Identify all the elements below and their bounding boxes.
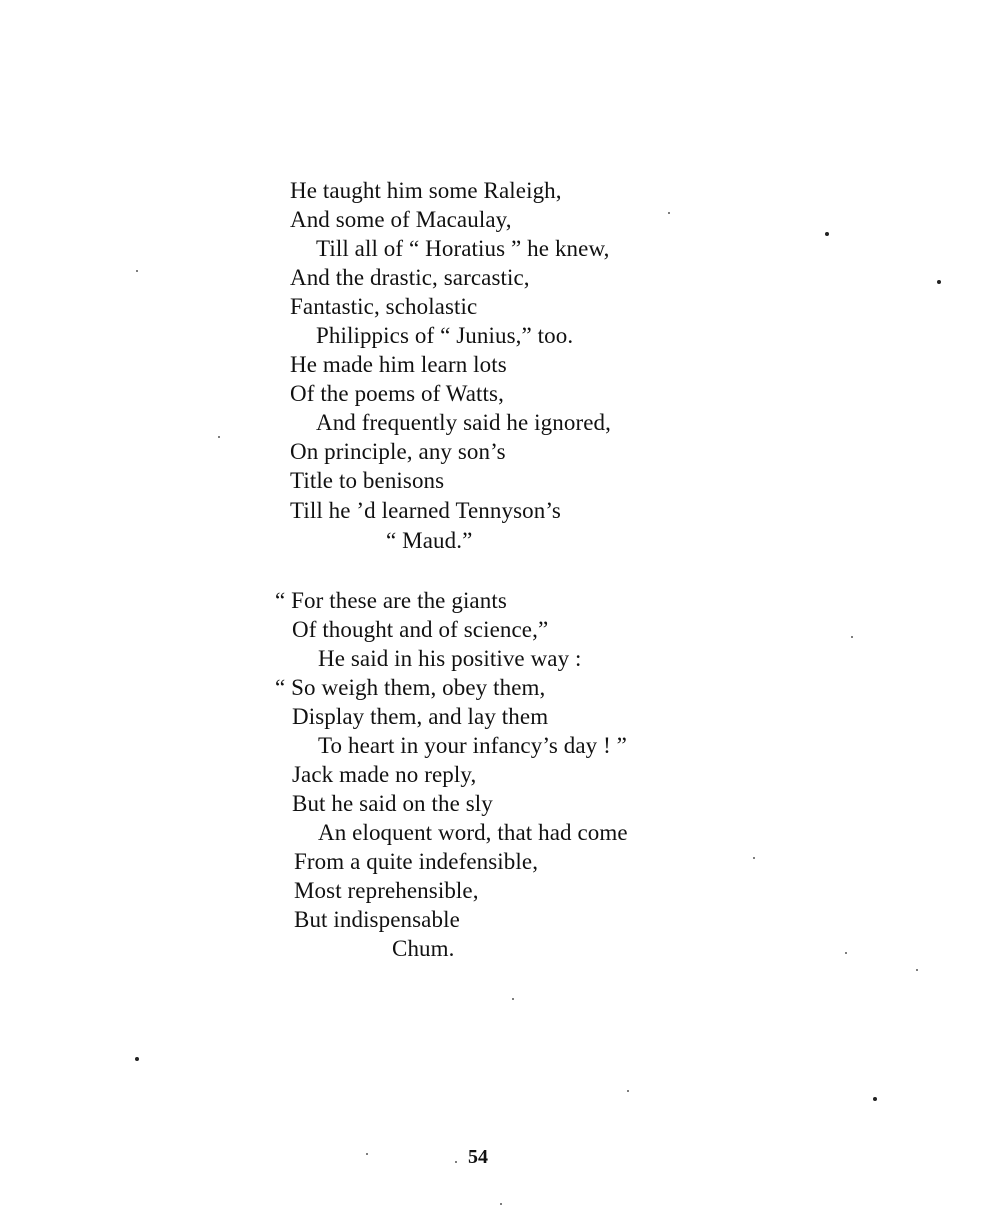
poem-line: Display them, and lay them: [292, 704, 549, 729]
poem-line: An eloquent word, that had come: [318, 820, 628, 845]
poem-line: And frequently said he ignored,: [316, 410, 611, 435]
scan-speck: [455, 1161, 457, 1163]
scan-speck: [136, 270, 138, 272]
poem-line: Title to benisons: [290, 468, 445, 493]
scan-speck: [916, 969, 918, 971]
poem-line: “ For these are the giants: [275, 588, 507, 613]
poem-line: “ Maud.”: [386, 528, 473, 553]
scan-speck: [512, 998, 514, 1000]
poem-line: But he said on the sly: [292, 791, 493, 816]
poem-line: From a quite indefensible,: [294, 849, 539, 874]
poem-line: And some of Macaulay,: [290, 207, 512, 232]
poem-line: Most reprehensible,: [294, 878, 479, 903]
scan-speck: [627, 1090, 629, 1092]
scan-speck: [873, 1097, 877, 1101]
poem-line: He made him learn lots: [290, 352, 507, 377]
scan-speck: [366, 1153, 368, 1155]
poem-line: He taught him some Raleigh,: [290, 178, 562, 203]
scan-speck: [851, 636, 853, 638]
scan-speck: [135, 1057, 139, 1061]
poem-line: Jack made no reply,: [292, 762, 477, 787]
poem-line: Till all of “ Horatius ” he knew,: [316, 236, 610, 261]
poem-line: On principle, any son’s: [290, 439, 506, 464]
scan-speck: [218, 436, 220, 438]
poem-line: To heart in your infancy’s day ! ”: [318, 733, 627, 758]
page-number: 54: [468, 1146, 488, 1168]
scan-speck: [825, 232, 829, 236]
poem-line: He said in his positive way :: [318, 646, 582, 671]
poem-line: Till he ’d learned Tennyson’s: [290, 498, 561, 523]
poem-line: “ So weigh them, obey them,: [275, 675, 546, 700]
poem-line: But indispensable: [294, 907, 460, 932]
scan-speck: [500, 1203, 502, 1205]
poem-line: Chum.: [392, 936, 455, 961]
poem-line: Of thought and of science,”: [292, 617, 549, 642]
scan-speck: [937, 280, 941, 284]
poem-line: And the drastic, sarcastic,: [290, 265, 530, 290]
poem-line: Of the poems of Watts,: [290, 381, 504, 406]
poem-line: Philippics of “ Junius,” too.: [316, 323, 574, 348]
poem-line: Fantastic, scholastic: [290, 294, 478, 319]
scan-speck: [753, 857, 755, 859]
scan-speck: [668, 212, 670, 214]
scan-speck: [845, 952, 847, 954]
